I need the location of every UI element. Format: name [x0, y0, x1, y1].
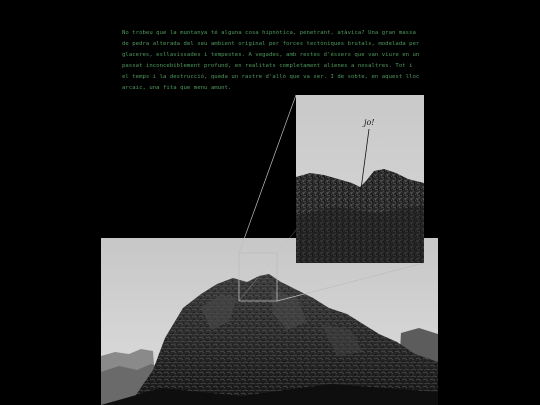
mountain-photo: [101, 238, 438, 405]
intro-paragraph: No trobeu que la muntanya té alguna cosa hipnòtica, penetrant, atàvica? Una gran massa de pedra alterada del seu ambient original per forces tectòniques brutals, modelada per glaceres, esllavissades i tempestes. A vegades, amb restes d'éssers que van viure en un passat inconcebiblement profund, en realitats completament alienes a nosaltres. Tot i el temps i la destrucció, queda un rastre d'allò que va ser. I de sobte, en aquest lloc arcaic, una fita que menu amunt.: [122, 30, 420, 91]
guide-line-top: [239, 95, 296, 253]
summit-closeup-photo: [296, 95, 424, 263]
annotation-label: jo!: [364, 118, 375, 127]
